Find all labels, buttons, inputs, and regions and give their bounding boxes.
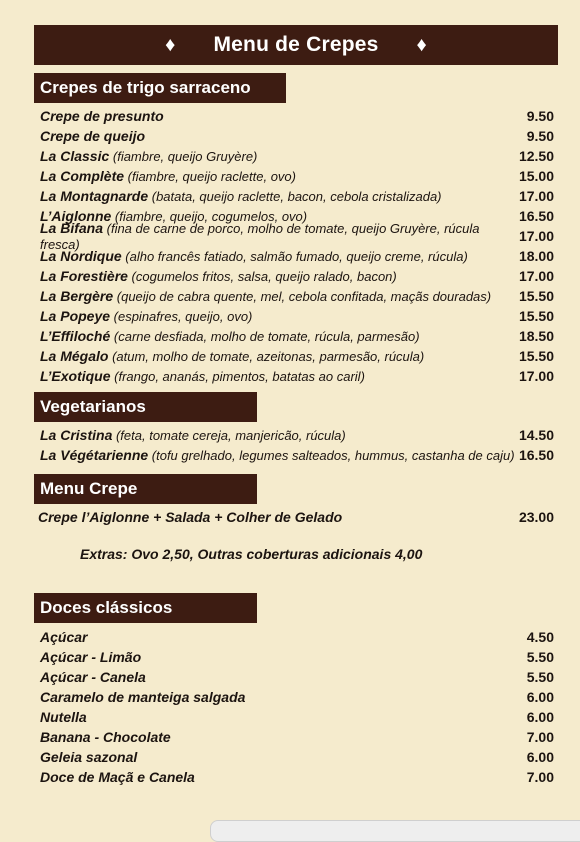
menu-item-price: 9.50 bbox=[526, 128, 554, 144]
menu-item-name: Caramelo de manteiga salgada bbox=[40, 689, 246, 705]
menu-item-description: (queijo de cabra quente, mel, cebola confitada, maçãs douradas) bbox=[113, 289, 492, 304]
menu-item-row bbox=[40, 425, 554, 445]
menu-item-price: 6.00 bbox=[526, 709, 554, 725]
menu-item-price: 17.00 bbox=[518, 268, 554, 284]
menu-item-row bbox=[40, 186, 554, 206]
menu-item-text bbox=[40, 288, 491, 304]
menu-item-text bbox=[40, 148, 257, 164]
menu-item-name: La Bifana bbox=[40, 220, 104, 236]
menu-item-name: Crepe de queijo bbox=[40, 128, 146, 144]
menu-item-text bbox=[40, 248, 468, 264]
menu-item-row bbox=[40, 707, 554, 727]
menu-item-description: (fiambre, queijo raclette, ovo) bbox=[124, 169, 296, 184]
menu-item-row bbox=[40, 445, 554, 465]
menu-item-row bbox=[40, 366, 554, 386]
menu-item-text bbox=[40, 729, 171, 745]
menu-item-row bbox=[40, 146, 554, 166]
menu-item-row bbox=[40, 346, 554, 366]
menu-item-name: Açúcar - Canela bbox=[40, 669, 146, 685]
diamond-left-icon: ♦ bbox=[165, 33, 176, 56]
menu-item-name: L’Effiloché bbox=[40, 328, 111, 344]
menu-item-text bbox=[40, 108, 164, 124]
menu-item-price: 18.50 bbox=[518, 328, 554, 344]
menu-item-text bbox=[40, 328, 420, 344]
menu-item-text bbox=[38, 509, 342, 525]
menu-item-row bbox=[40, 647, 554, 667]
menu-item-name: Crepe de presunto bbox=[40, 108, 164, 124]
menu-item-price: 5.50 bbox=[526, 669, 554, 685]
menu-item-name: La Végétarienne bbox=[40, 447, 149, 463]
section-items-menu-crepe bbox=[38, 507, 554, 527]
menu-item-row bbox=[40, 166, 554, 186]
menu-item-price: 15.50 bbox=[518, 348, 554, 364]
menu-item-text bbox=[40, 268, 397, 284]
extras-note: Extras: Ovo 2,50, Outras coberturas adicionais 4,00 bbox=[80, 546, 423, 562]
menu-item-name: Açúcar bbox=[40, 629, 88, 645]
menu-item-row bbox=[40, 747, 554, 767]
menu-item-text bbox=[40, 769, 195, 785]
menu-item-text bbox=[40, 709, 87, 725]
menu-item-text bbox=[40, 749, 137, 765]
menu-item-name: Crepe l’Aiglonne + Salada + Colher de Gelado bbox=[38, 509, 343, 525]
menu-item-row bbox=[40, 767, 554, 787]
menu-item-text bbox=[40, 368, 365, 384]
menu-item-name: La Montagnarde bbox=[40, 188, 149, 204]
menu-item-name: Geleia sazonal bbox=[40, 749, 138, 765]
menu-item-name: Açúcar - Limão bbox=[40, 649, 142, 665]
bottom-panel-edge bbox=[210, 820, 580, 842]
menu-item-row bbox=[40, 220, 554, 252]
menu-item-text bbox=[40, 348, 424, 364]
menu-item-name: L’Exotique bbox=[40, 368, 111, 384]
menu-item-name: L’Aiglonne bbox=[40, 208, 112, 224]
menu-item-text bbox=[40, 629, 87, 645]
menu-item-text bbox=[40, 669, 146, 685]
menu-item-text bbox=[40, 447, 515, 463]
menu-item-price: 7.00 bbox=[526, 769, 554, 785]
menu-item-name: La Nordique bbox=[40, 248, 122, 264]
menu-title-bar bbox=[34, 25, 558, 65]
menu-item-text bbox=[40, 188, 442, 204]
menu-item-description: (fiambre, queijo Gruyère) bbox=[109, 149, 258, 164]
menu-item-name: La Mégalo bbox=[40, 348, 109, 364]
menu-item-name: Doce de Maçã e Canela bbox=[40, 769, 195, 785]
menu-item-description: (batata, queijo raclette, bacon, cebola cristalizada) bbox=[148, 189, 442, 204]
menu-item-row bbox=[40, 306, 554, 326]
menu-item-name: La Complète bbox=[40, 168, 125, 184]
menu-item-row bbox=[40, 266, 554, 286]
menu-item-text bbox=[40, 128, 145, 144]
section-items-vegetarian bbox=[40, 425, 554, 465]
menu-item-price: 16.50 bbox=[518, 208, 554, 224]
menu-item-name: La Cristina bbox=[40, 427, 113, 443]
menu-item-text bbox=[40, 427, 346, 443]
menu-item-text bbox=[40, 689, 245, 705]
menu-item-row bbox=[40, 627, 554, 647]
section-heading-desserts: Doces clássicos bbox=[34, 593, 257, 623]
menu-item-price: 17.00 bbox=[518, 228, 554, 244]
menu-item-description: (tofu grelhado, legumes salteados, hummus, castanha de caju) bbox=[148, 448, 515, 463]
menu-item-name: La Forestière bbox=[40, 268, 128, 284]
menu-item-description: (carne desfiada, molho de tomate, rúcula, parmesão) bbox=[110, 329, 420, 344]
menu-item-description: (feta, tomate cereja, manjericão, rúcula) bbox=[112, 428, 346, 443]
menu-item-text bbox=[40, 168, 296, 184]
menu-item-description: (cogumelos fritos, salsa, queijo ralado, bacon) bbox=[127, 269, 397, 284]
menu-item-price: 17.00 bbox=[518, 368, 554, 384]
diamond-right-icon: ♦ bbox=[416, 33, 427, 56]
menu-item-name: Banana - Chocolate bbox=[40, 729, 171, 745]
menu-item-row bbox=[40, 126, 554, 146]
menu-item-name: La Bergère bbox=[40, 288, 114, 304]
menu-item-row bbox=[40, 687, 554, 707]
section-heading-buckwheat: Crepes de trigo sarraceno bbox=[34, 73, 286, 103]
menu-item-price: 15.50 bbox=[518, 308, 554, 324]
menu-item-price: 9.50 bbox=[526, 108, 554, 124]
section-items-buckwheat bbox=[40, 106, 554, 386]
section-heading-vegetarian: Vegetarianos bbox=[34, 392, 257, 422]
menu-item-row bbox=[40, 286, 554, 306]
menu-item-row bbox=[40, 667, 554, 687]
menu-item-description: (fiambre, queijo, cogumelos, ovo) bbox=[111, 209, 308, 224]
menu-item-price: 15.50 bbox=[518, 288, 554, 304]
menu-item-row bbox=[38, 507, 554, 527]
menu-item-name: La Classic bbox=[40, 148, 110, 164]
menu-item-price: 6.00 bbox=[526, 689, 554, 705]
menu-item-price: 4.50 bbox=[526, 629, 554, 645]
menu-item-description: (atum, molho de tomate, azeitonas, parmesão, rúcula) bbox=[108, 349, 425, 364]
menu-item-row bbox=[40, 326, 554, 346]
menu-item-price: 17.00 bbox=[518, 188, 554, 204]
menu-item-price: 7.00 bbox=[526, 729, 554, 745]
menu-item-description: (frango, ananás, pimentos, batatas ao caril) bbox=[110, 369, 365, 384]
menu-item-description: (alho francês fatiado, salmão fumado, queijo creme, rúcula) bbox=[121, 249, 468, 264]
menu-item-price: 23.00 bbox=[518, 509, 554, 525]
menu-item-description: (espinafres, queijo, ovo) bbox=[110, 309, 253, 324]
menu-item-text bbox=[40, 649, 141, 665]
menu-item-row bbox=[40, 106, 554, 126]
menu-item-description: (fina de carne de porco, molho de tomate, queijo Gruyère, rúcula fresca) bbox=[40, 221, 480, 252]
menu-item-price: 12.50 bbox=[518, 148, 554, 164]
menu-item-price: 14.50 bbox=[518, 427, 554, 443]
menu-title: Menu de Crepes bbox=[213, 33, 379, 56]
menu-item-price: 18.00 bbox=[518, 248, 554, 264]
section-items-desserts bbox=[40, 627, 554, 787]
menu-item-price: 6.00 bbox=[526, 749, 554, 765]
menu-item-price: 15.00 bbox=[518, 168, 554, 184]
menu-item-price: 5.50 bbox=[526, 649, 554, 665]
section-heading-menu-crepe: Menu Crepe bbox=[34, 474, 257, 504]
menu-item-row bbox=[40, 727, 554, 747]
menu-item-name: La Popeye bbox=[40, 308, 111, 324]
menu-item-name: Nutella bbox=[40, 709, 87, 725]
menu-item-text bbox=[40, 308, 252, 324]
menu-item-price: 16.50 bbox=[518, 447, 554, 463]
